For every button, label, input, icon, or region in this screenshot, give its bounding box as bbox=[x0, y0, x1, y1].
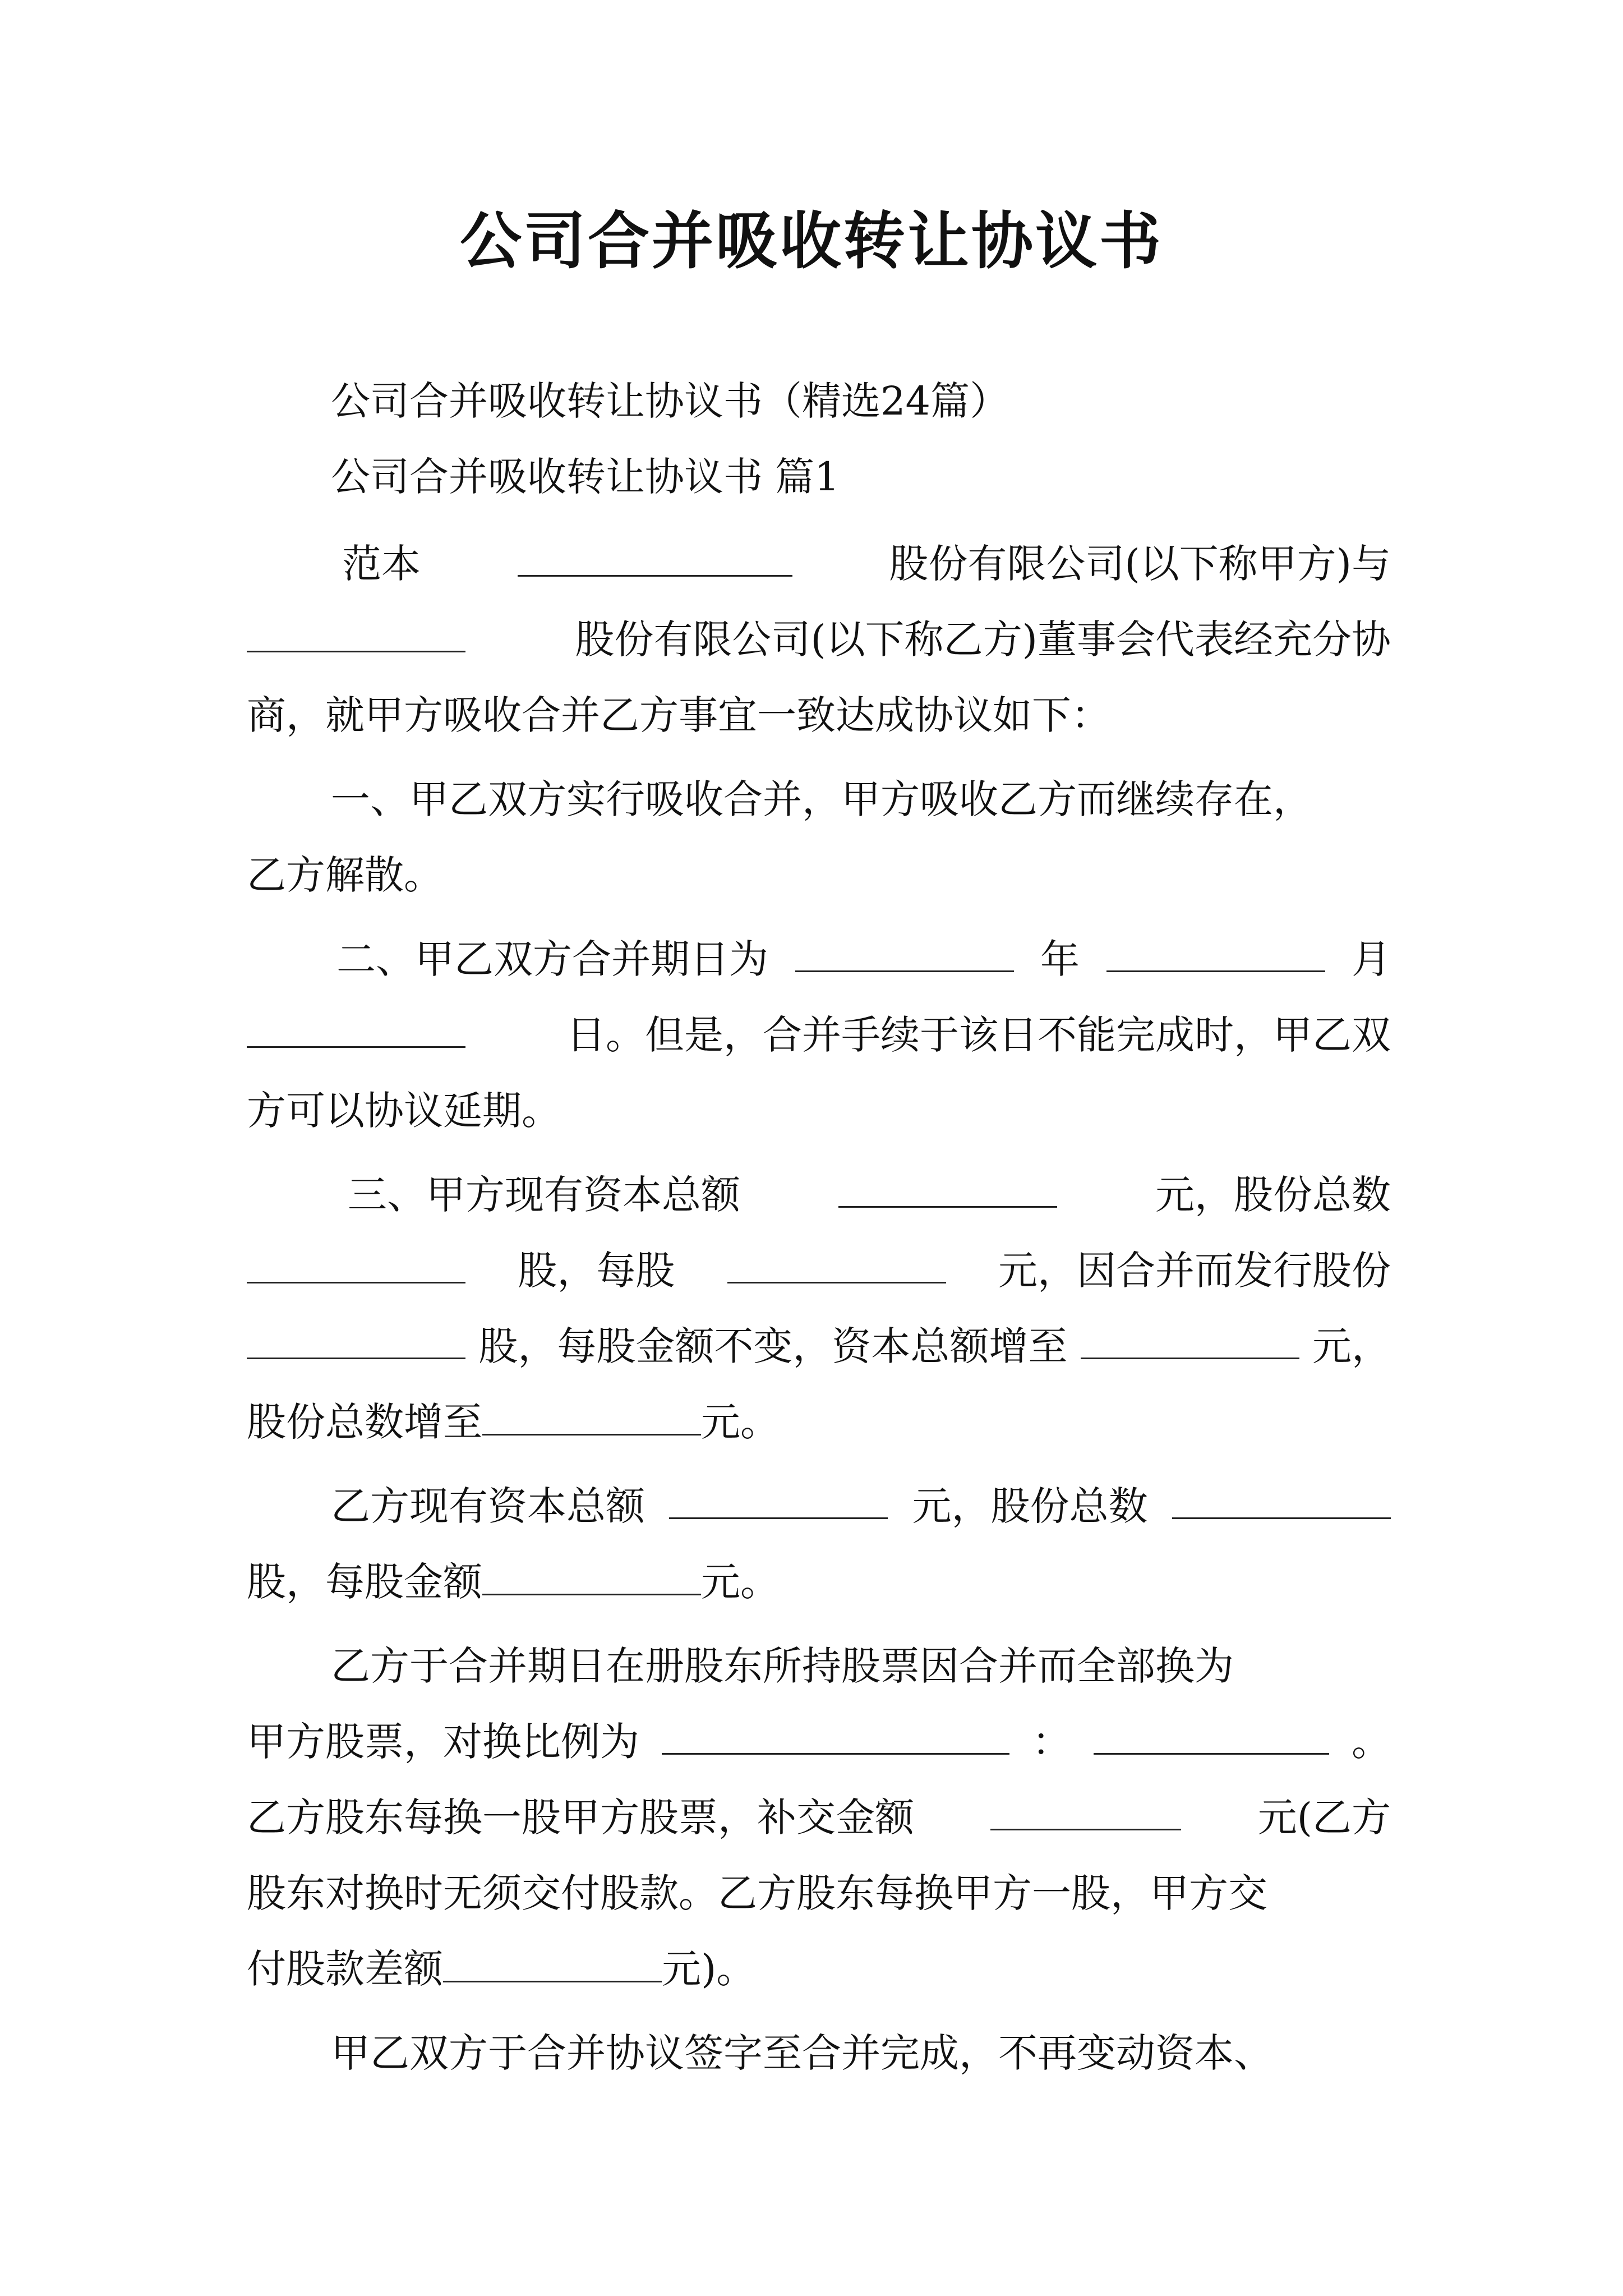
paragraph-6-line-4 bbox=[247, 1865, 1391, 1921]
paragraph-5-line-2 bbox=[247, 1554, 1391, 1610]
fill-blank bbox=[247, 1243, 465, 1283]
text-run: 方可以协议延期。 bbox=[247, 1088, 561, 1134]
text-run: 元。 bbox=[701, 1399, 780, 1445]
text-run: 付股款差额 bbox=[247, 1946, 443, 1992]
text-run: 乙方现有资本总额 bbox=[331, 1483, 645, 1529]
paragraph-6-line-5 bbox=[247, 1941, 1391, 1997]
text-run: 日。但是，合并手续于该日不能完成时，甲乙双 bbox=[566, 1012, 1391, 1058]
text-run: 商，就甲方吸收合并乙方事宜一致达成协议如下： bbox=[247, 692, 1110, 738]
text-run: 乙方解散。 bbox=[247, 852, 443, 898]
text-run: 。 bbox=[1352, 1719, 1391, 1765]
paragraph-3-line-1 bbox=[247, 931, 1391, 987]
fill-blank bbox=[482, 1395, 701, 1435]
text-run: 元，股份总数 bbox=[1155, 1172, 1391, 1218]
paragraph-6-line-1 bbox=[247, 1638, 1391, 1694]
text-run: ： bbox=[1032, 1719, 1071, 1765]
text-run: 股，每股金额 bbox=[247, 1559, 482, 1605]
fill-blank bbox=[247, 1318, 465, 1359]
text-run: 股份总数增至 bbox=[247, 1399, 482, 1445]
text-run: 月 bbox=[1352, 936, 1391, 982]
text-run: 元)。 bbox=[662, 1946, 756, 1992]
fill-blank bbox=[482, 1554, 701, 1595]
fill-blank bbox=[518, 536, 792, 577]
fill-blank bbox=[1081, 1318, 1299, 1359]
text-run: 年 bbox=[1040, 936, 1080, 982]
text-run: 元，股份总数 bbox=[912, 1483, 1148, 1529]
text-run: 元， bbox=[1312, 1323, 1391, 1369]
text-run: 范本 bbox=[342, 541, 421, 587]
text-run: 二、甲乙双方合并期日为 bbox=[336, 936, 768, 982]
fill-blank bbox=[1106, 931, 1325, 972]
fill-blank bbox=[1172, 1478, 1391, 1519]
text-run: 乙方股东每换一股甲方股票，补交金额 bbox=[247, 1795, 914, 1841]
fill-blank bbox=[669, 1478, 888, 1519]
text-run: 元。 bbox=[701, 1559, 780, 1605]
fill-blank bbox=[795, 931, 1014, 972]
paragraph-3-line-2 bbox=[247, 1007, 1391, 1063]
text-run: 元(乙方 bbox=[1257, 1795, 1391, 1841]
text-run: 乙方于合并期日在册股东所持股票因合并而全部换为 bbox=[331, 1643, 1234, 1689]
fill-blank bbox=[662, 1714, 1009, 1755]
text-run: 元，因合并而发行股份 bbox=[998, 1248, 1391, 1294]
text-run: 股份有限公司(以下称乙方)董事会代表经充分协 bbox=[575, 616, 1391, 662]
paragraph-4-line-2 bbox=[247, 1243, 1391, 1299]
paragraph-6-line-3 bbox=[247, 1789, 1391, 1846]
paragraph-3-line-3 bbox=[247, 1083, 1391, 1139]
fill-blank bbox=[838, 1167, 1057, 1208]
document-subtitle bbox=[247, 373, 1391, 429]
paragraph-1-line-2 bbox=[247, 611, 1391, 668]
paragraph-4-line-3 bbox=[247, 1318, 1391, 1374]
paragraph-4-line-4 bbox=[247, 1394, 1391, 1450]
paragraph-5-line-1 bbox=[247, 1478, 1391, 1534]
text-run: 甲方股票，对换比例为 bbox=[247, 1719, 639, 1765]
paragraph-1-line-1 bbox=[247, 536, 1391, 592]
text-run: 股东对换时无须交付股款。乙方股东每换甲方一股，甲方交 bbox=[247, 1870, 1267, 1916]
text-run: 三、甲方现有资本总额 bbox=[348, 1172, 740, 1218]
text-run: 一、甲乙双方实行吸收合并，甲方吸收乙方而继续存在， bbox=[331, 776, 1312, 822]
paragraph-2-line-2 bbox=[247, 847, 1391, 903]
subtitle-text: 公司合并吸收转让协议书（精选24篇） bbox=[331, 378, 1009, 424]
text-run: 股份有限公司(以下称甲方)与 bbox=[889, 541, 1391, 587]
fill-blank bbox=[1094, 1714, 1329, 1755]
fill-blank bbox=[247, 1007, 465, 1048]
paragraph-2-line-1 bbox=[247, 771, 1391, 827]
fill-blank bbox=[990, 1789, 1181, 1830]
section-heading bbox=[247, 449, 1391, 505]
text-run: 股，每股 bbox=[518, 1248, 675, 1294]
section-heading-text: 公司合并吸收转让协议书 篇1 bbox=[331, 454, 840, 500]
fill-blank bbox=[727, 1243, 946, 1283]
paragraph-7-line-1 bbox=[247, 2025, 1391, 2081]
fill-blank bbox=[443, 1941, 662, 1982]
paragraph-4-line-1 bbox=[247, 1167, 1391, 1223]
fill-blank bbox=[247, 611, 465, 652]
paragraph-6-line-2 bbox=[247, 1714, 1391, 1770]
text-run: 股，每股金额不变，资本总额增至 bbox=[478, 1323, 1068, 1369]
text-run: 甲乙双方于合并协议签字至合并完成，不再变动资本、 bbox=[331, 2030, 1273, 2076]
document-title: 公司合并吸收转让协议书 bbox=[460, 205, 1163, 277]
paragraph-1-line-3 bbox=[247, 687, 1391, 743]
